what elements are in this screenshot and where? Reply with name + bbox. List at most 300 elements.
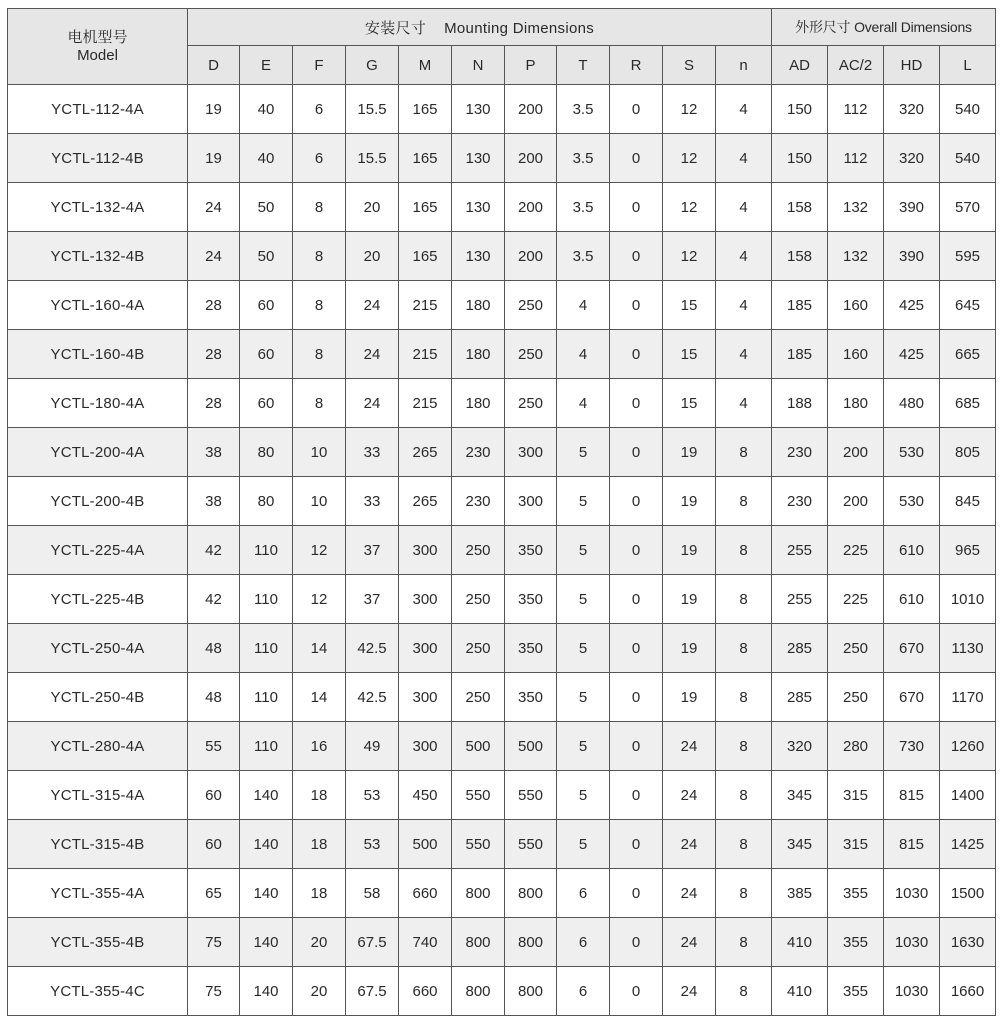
value-cell-l: 1660 (940, 967, 996, 1016)
model-cell: YCTL-160-4A (8, 281, 188, 330)
mounting-dimensions-header (188, 9, 772, 46)
value-cell-m: 300 (399, 722, 452, 771)
value-cell-ad: 285 (772, 673, 828, 722)
column-header-f: F (293, 46, 346, 85)
value-cell-g: 67.5 (346, 967, 399, 1016)
value-cell-m: 300 (399, 526, 452, 575)
value-cell-f: 18 (293, 869, 346, 918)
model-cell: YCTL-112-4B (8, 134, 188, 183)
value-cell-f: 18 (293, 771, 346, 820)
value-cell-t: 5 (557, 771, 610, 820)
value-cell-g: 15.5 (346, 134, 399, 183)
value-cell-hd: 1030 (884, 967, 940, 1016)
value-cell-m: 165 (399, 134, 452, 183)
value-cell-n: 130 (452, 183, 505, 232)
mounting-header-en: Mounting Dimensions (444, 19, 595, 37)
value-cell-d: 38 (188, 428, 240, 477)
value-cell-l: 570 (940, 183, 996, 232)
value-cell-e: 50 (240, 183, 293, 232)
value-cell-m: 165 (399, 232, 452, 281)
table-row (8, 575, 996, 624)
value-cell-g: 20 (346, 232, 399, 281)
value-cell-r: 0 (610, 820, 663, 869)
value-cell-n: 4 (716, 85, 772, 134)
value-cell-t: 5 (557, 624, 610, 673)
value-cell-m: 300 (399, 575, 452, 624)
value-cell-ad: 410 (772, 918, 828, 967)
value-cell-n: 4 (716, 281, 772, 330)
column-header-g: G (346, 46, 399, 85)
value-cell-n: 250 (452, 624, 505, 673)
value-cell-t: 3.5 (557, 85, 610, 134)
value-cell-hd: 480 (884, 379, 940, 428)
value-cell-n: 800 (452, 918, 505, 967)
value-cell-g: 24 (346, 379, 399, 428)
value-cell-g: 33 (346, 428, 399, 477)
value-cell-e: 140 (240, 820, 293, 869)
value-cell-d: 28 (188, 281, 240, 330)
value-cell-ac-2: 355 (828, 869, 884, 918)
value-cell-hd: 425 (884, 281, 940, 330)
value-cell-s: 24 (663, 820, 716, 869)
value-cell-d: 42 (188, 575, 240, 624)
value-cell-g: 42.5 (346, 673, 399, 722)
value-cell-r: 0 (610, 575, 663, 624)
value-cell-m: 740 (399, 918, 452, 967)
value-cell-ad: 255 (772, 575, 828, 624)
value-cell-d: 60 (188, 771, 240, 820)
value-cell-n: 8 (716, 428, 772, 477)
value-cell-e: 110 (240, 722, 293, 771)
value-cell-n: 230 (452, 477, 505, 526)
value-cell-n: 8 (716, 575, 772, 624)
value-cell-ac-2: 132 (828, 232, 884, 281)
value-cell-l: 1170 (940, 673, 996, 722)
value-cell-n: 130 (452, 134, 505, 183)
value-cell-d: 38 (188, 477, 240, 526)
model-cell: YCTL-160-4B (8, 330, 188, 379)
value-cell-d: 28 (188, 379, 240, 428)
model-cell: YCTL-200-4A (8, 428, 188, 477)
value-cell-ac-2: 112 (828, 134, 884, 183)
value-cell-t: 4 (557, 379, 610, 428)
model-cell: YCTL-355-4A (8, 869, 188, 918)
value-cell-p: 250 (505, 379, 557, 428)
value-cell-ad: 285 (772, 624, 828, 673)
value-cell-ac-2: 225 (828, 526, 884, 575)
value-cell-hd: 670 (884, 673, 940, 722)
value-cell-g: 15.5 (346, 85, 399, 134)
value-cell-e: 110 (240, 526, 293, 575)
value-cell-n: 180 (452, 330, 505, 379)
model-column-header (8, 9, 188, 85)
value-cell-hd: 610 (884, 526, 940, 575)
value-cell-p: 250 (505, 330, 557, 379)
value-cell-f: 10 (293, 428, 346, 477)
value-cell-s: 19 (663, 526, 716, 575)
value-cell-p: 200 (505, 134, 557, 183)
column-header-d: D (188, 46, 240, 85)
value-cell-ac-2: 355 (828, 918, 884, 967)
value-cell-s: 15 (663, 281, 716, 330)
value-cell-d: 55 (188, 722, 240, 771)
value-cell-ac-2: 315 (828, 820, 884, 869)
value-cell-l: 1260 (940, 722, 996, 771)
value-cell-t: 5 (557, 477, 610, 526)
column-header-t: T (557, 46, 610, 85)
column-header-m: M (399, 46, 452, 85)
value-cell-f: 12 (293, 575, 346, 624)
value-cell-f: 6 (293, 134, 346, 183)
value-cell-r: 0 (610, 869, 663, 918)
value-cell-g: 20 (346, 183, 399, 232)
model-cell: YCTL-315-4A (8, 771, 188, 820)
value-cell-r: 0 (610, 330, 663, 379)
value-cell-ad: 320 (772, 722, 828, 771)
value-cell-p: 350 (505, 624, 557, 673)
value-cell-ac-2: 225 (828, 575, 884, 624)
value-cell-e: 140 (240, 771, 293, 820)
value-cell-n: 180 (452, 281, 505, 330)
value-cell-f: 6 (293, 85, 346, 134)
value-cell-m: 215 (399, 281, 452, 330)
table-row (8, 820, 996, 869)
table-row (8, 379, 996, 428)
value-cell-ad: 230 (772, 477, 828, 526)
value-cell-n: 250 (452, 673, 505, 722)
table-row (8, 134, 996, 183)
value-cell-t: 5 (557, 575, 610, 624)
value-cell-g: 37 (346, 575, 399, 624)
table-row (8, 673, 996, 722)
value-cell-l: 685 (940, 379, 996, 428)
value-cell-l: 665 (940, 330, 996, 379)
column-header-s: S (663, 46, 716, 85)
value-cell-l: 540 (940, 85, 996, 134)
value-cell-r: 0 (610, 428, 663, 477)
value-cell-s: 19 (663, 477, 716, 526)
value-cell-r: 0 (610, 85, 663, 134)
value-cell-m: 165 (399, 183, 452, 232)
value-cell-ac-2: 355 (828, 967, 884, 1016)
value-cell-n: 8 (716, 673, 772, 722)
overall-dimensions-header (772, 9, 996, 46)
value-cell-d: 48 (188, 673, 240, 722)
value-cell-l: 1425 (940, 820, 996, 869)
value-cell-ac-2: 132 (828, 183, 884, 232)
value-cell-n: 4 (716, 183, 772, 232)
value-cell-n: 8 (716, 477, 772, 526)
spec-table-container (7, 8, 996, 1016)
value-cell-f: 14 (293, 673, 346, 722)
value-cell-n: 800 (452, 869, 505, 918)
value-cell-hd: 425 (884, 330, 940, 379)
value-cell-s: 24 (663, 869, 716, 918)
column-header-e: E (240, 46, 293, 85)
value-cell-l: 1400 (940, 771, 996, 820)
value-cell-hd: 1030 (884, 918, 940, 967)
value-cell-n: 130 (452, 232, 505, 281)
value-cell-g: 53 (346, 820, 399, 869)
value-cell-n: 4 (716, 379, 772, 428)
model-cell: YCTL-200-4B (8, 477, 188, 526)
value-cell-f: 10 (293, 477, 346, 526)
table-row (8, 428, 996, 477)
table-row (8, 526, 996, 575)
value-cell-t: 5 (557, 722, 610, 771)
value-cell-e: 50 (240, 232, 293, 281)
value-cell-hd: 610 (884, 575, 940, 624)
value-cell-hd: 390 (884, 232, 940, 281)
value-cell-r: 0 (610, 673, 663, 722)
value-cell-hd: 730 (884, 722, 940, 771)
model-cell: YCTL-225-4A (8, 526, 188, 575)
value-cell-g: 53 (346, 771, 399, 820)
value-cell-g: 33 (346, 477, 399, 526)
overall-header-en: Overall Dimensions (854, 19, 972, 35)
value-cell-g: 37 (346, 526, 399, 575)
value-cell-ad: 150 (772, 85, 828, 134)
value-cell-e: 60 (240, 281, 293, 330)
value-cell-g: 49 (346, 722, 399, 771)
value-cell-n: 550 (452, 820, 505, 869)
value-cell-p: 800 (505, 967, 557, 1016)
dimensions-table (7, 8, 996, 1016)
model-cell: YCTL-355-4B (8, 918, 188, 967)
value-cell-e: 60 (240, 379, 293, 428)
value-cell-ad: 410 (772, 967, 828, 1016)
value-cell-s: 24 (663, 967, 716, 1016)
value-cell-n: 8 (716, 526, 772, 575)
value-cell-l: 595 (940, 232, 996, 281)
value-cell-g: 58 (346, 869, 399, 918)
value-cell-r: 0 (610, 183, 663, 232)
value-cell-n: 8 (716, 967, 772, 1016)
table-row (8, 477, 996, 526)
model-cell: YCTL-132-4B (8, 232, 188, 281)
table-row (8, 281, 996, 330)
value-cell-t: 6 (557, 918, 610, 967)
value-cell-ac-2: 250 (828, 673, 884, 722)
value-cell-p: 550 (505, 771, 557, 820)
table-row (8, 183, 996, 232)
value-cell-d: 75 (188, 967, 240, 1016)
value-cell-hd: 530 (884, 428, 940, 477)
value-cell-p: 550 (505, 820, 557, 869)
value-cell-ac-2: 180 (828, 379, 884, 428)
value-cell-e: 110 (240, 673, 293, 722)
column-header-n: N (452, 46, 505, 85)
value-cell-t: 4 (557, 281, 610, 330)
value-cell-n: 8 (716, 869, 772, 918)
value-cell-n: 230 (452, 428, 505, 477)
table-row (8, 869, 996, 918)
value-cell-ac-2: 280 (828, 722, 884, 771)
value-cell-r: 0 (610, 722, 663, 771)
model-cell: YCTL-180-4A (8, 379, 188, 428)
value-cell-n: 8 (716, 771, 772, 820)
value-cell-p: 800 (505, 918, 557, 967)
value-cell-ac-2: 315 (828, 771, 884, 820)
value-cell-l: 845 (940, 477, 996, 526)
value-cell-t: 3.5 (557, 134, 610, 183)
value-cell-d: 19 (188, 85, 240, 134)
value-cell-p: 250 (505, 281, 557, 330)
value-cell-d: 65 (188, 869, 240, 918)
value-cell-d: 48 (188, 624, 240, 673)
value-cell-r: 0 (610, 477, 663, 526)
value-cell-s: 15 (663, 330, 716, 379)
value-cell-ac-2: 200 (828, 428, 884, 477)
value-cell-p: 200 (505, 232, 557, 281)
value-cell-l: 1010 (940, 575, 996, 624)
value-cell-d: 42 (188, 526, 240, 575)
value-cell-r: 0 (610, 967, 663, 1016)
value-cell-l: 1130 (940, 624, 996, 673)
table-row (8, 624, 996, 673)
value-cell-m: 300 (399, 624, 452, 673)
value-cell-s: 12 (663, 134, 716, 183)
value-cell-p: 300 (505, 428, 557, 477)
value-cell-e: 110 (240, 624, 293, 673)
value-cell-ac-2: 112 (828, 85, 884, 134)
value-cell-n: 250 (452, 575, 505, 624)
value-cell-s: 12 (663, 232, 716, 281)
value-cell-hd: 815 (884, 771, 940, 820)
value-cell-e: 40 (240, 85, 293, 134)
value-cell-m: 215 (399, 379, 452, 428)
model-cell: YCTL-250-4A (8, 624, 188, 673)
table-row (8, 967, 996, 1016)
value-cell-ad: 158 (772, 183, 828, 232)
value-cell-f: 8 (293, 183, 346, 232)
value-cell-ad: 230 (772, 428, 828, 477)
value-cell-l: 645 (940, 281, 996, 330)
value-cell-g: 24 (346, 281, 399, 330)
value-cell-l: 965 (940, 526, 996, 575)
column-header-n: n (716, 46, 772, 85)
value-cell-m: 450 (399, 771, 452, 820)
value-cell-r: 0 (610, 526, 663, 575)
value-cell-m: 215 (399, 330, 452, 379)
value-cell-n: 250 (452, 526, 505, 575)
value-cell-r: 0 (610, 918, 663, 967)
column-header-hd: HD (884, 46, 940, 85)
value-cell-l: 1500 (940, 869, 996, 918)
value-cell-m: 500 (399, 820, 452, 869)
value-cell-hd: 390 (884, 183, 940, 232)
value-cell-n: 130 (452, 85, 505, 134)
value-cell-n: 8 (716, 624, 772, 673)
value-cell-f: 20 (293, 967, 346, 1016)
value-cell-s: 12 (663, 183, 716, 232)
value-cell-e: 140 (240, 918, 293, 967)
value-cell-m: 660 (399, 869, 452, 918)
table-body (8, 85, 996, 1016)
value-cell-f: 16 (293, 722, 346, 771)
value-cell-n: 180 (452, 379, 505, 428)
table-header (8, 9, 996, 85)
value-cell-r: 0 (610, 232, 663, 281)
value-cell-ad: 185 (772, 281, 828, 330)
column-header-l: L (940, 46, 996, 85)
value-cell-hd: 530 (884, 477, 940, 526)
model-cell: YCTL-225-4B (8, 575, 188, 624)
value-cell-l: 1630 (940, 918, 996, 967)
value-cell-p: 350 (505, 526, 557, 575)
value-cell-p: 200 (505, 183, 557, 232)
value-cell-f: 8 (293, 330, 346, 379)
mounting-header-zh: 安装尺寸 (364, 19, 427, 37)
value-cell-s: 19 (663, 673, 716, 722)
table-row (8, 85, 996, 134)
value-cell-t: 3.5 (557, 232, 610, 281)
value-cell-p: 500 (505, 722, 557, 771)
value-cell-r: 0 (610, 624, 663, 673)
model-cell: YCTL-280-4A (8, 722, 188, 771)
value-cell-p: 200 (505, 85, 557, 134)
value-cell-t: 5 (557, 673, 610, 722)
value-cell-m: 265 (399, 477, 452, 526)
value-cell-f: 8 (293, 281, 346, 330)
model-cell: YCTL-132-4A (8, 183, 188, 232)
value-cell-n: 550 (452, 771, 505, 820)
value-cell-d: 28 (188, 330, 240, 379)
column-header-ac-2: AC/2 (828, 46, 884, 85)
value-cell-e: 140 (240, 869, 293, 918)
value-cell-ac-2: 250 (828, 624, 884, 673)
value-cell-n: 4 (716, 232, 772, 281)
table-row (8, 771, 996, 820)
model-cell: YCTL-250-4B (8, 673, 188, 722)
value-cell-s: 19 (663, 428, 716, 477)
value-cell-m: 265 (399, 428, 452, 477)
value-cell-p: 300 (505, 477, 557, 526)
value-cell-n: 4 (716, 134, 772, 183)
value-cell-ac-2: 160 (828, 330, 884, 379)
value-cell-t: 6 (557, 967, 610, 1016)
value-cell-e: 110 (240, 575, 293, 624)
value-cell-e: 140 (240, 967, 293, 1016)
value-cell-ad: 150 (772, 134, 828, 183)
value-cell-t: 4 (557, 330, 610, 379)
value-cell-s: 15 (663, 379, 716, 428)
column-header-ad: AD (772, 46, 828, 85)
value-cell-g: 24 (346, 330, 399, 379)
value-cell-ad: 385 (772, 869, 828, 918)
value-cell-t: 3.5 (557, 183, 610, 232)
value-cell-t: 6 (557, 869, 610, 918)
value-cell-f: 8 (293, 379, 346, 428)
table-row (8, 918, 996, 967)
value-cell-l: 805 (940, 428, 996, 477)
value-cell-n: 800 (452, 967, 505, 1016)
value-cell-hd: 320 (884, 134, 940, 183)
value-cell-p: 350 (505, 575, 557, 624)
model-header-en: Model (77, 46, 118, 64)
value-cell-hd: 670 (884, 624, 940, 673)
value-cell-t: 5 (557, 820, 610, 869)
value-cell-s: 19 (663, 624, 716, 673)
model-cell: YCTL-315-4B (8, 820, 188, 869)
value-cell-e: 40 (240, 134, 293, 183)
value-cell-t: 5 (557, 428, 610, 477)
table-row (8, 232, 996, 281)
model-cell: YCTL-355-4C (8, 967, 188, 1016)
value-cell-d: 19 (188, 134, 240, 183)
value-cell-r: 0 (610, 771, 663, 820)
value-cell-f: 20 (293, 918, 346, 967)
